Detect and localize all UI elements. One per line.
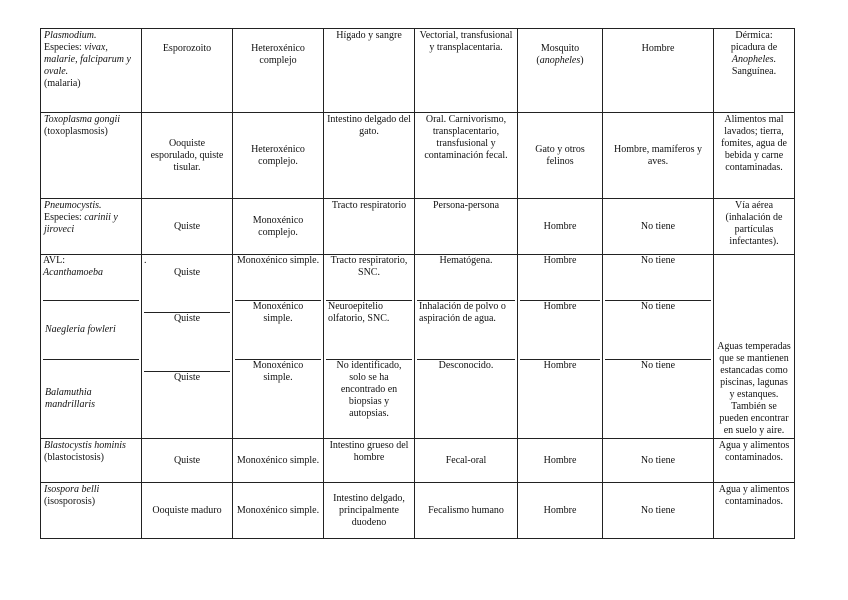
cell-localizacion: Tracto respiratorio (324, 199, 415, 255)
cell-vector: Mosquito (anopheles) (518, 29, 603, 113)
cell-forma: Ooquiste maduro (142, 483, 233, 539)
avl-species-2: Naegleria fowleri (43, 300, 139, 359)
cell-vector: Hombre (518, 483, 603, 539)
cell-transmision: Persona-persona (415, 199, 518, 255)
cell-transmision: Vectorial, transfusional y transplacentaria. (415, 29, 518, 113)
cell-forma: Ooquiste esporulado, quiste tisular. (142, 113, 233, 199)
avl-species-1: AVL: Acanthamoeba (43, 255, 103, 278)
cell-organism: Isospora belli (isosporosis) (41, 483, 142, 539)
cell-forma: Quiste (142, 439, 233, 483)
cell-vector: Hombre (518, 439, 603, 483)
cell-huesped: No tiene No tiene No tiene (603, 255, 714, 439)
cell-ciclo: Monoxénico simple. (233, 439, 324, 483)
table-row-avl (41, 255, 795, 439)
cell-organism (41, 255, 142, 439)
cell-organism: Plasmodium. Especies: vivax, malarie, falciparum y ovale. (malaria) (41, 29, 142, 113)
table-row (41, 483, 795, 539)
cell-forma: . Quiste Quiste Quiste (142, 255, 233, 439)
cell-huesped: No tiene (603, 483, 714, 539)
cell-localizacion: Hígado y sangre (324, 29, 415, 113)
cell-organism: Toxoplasma gongii (toxoplasmosis) (41, 113, 142, 199)
table-row (41, 29, 795, 113)
cell-huesped: Hombre, mamíferos y aves. (603, 113, 714, 199)
cell-localizacion: Intestino grueso del hombre (324, 439, 415, 483)
avl-species-3: Balamuthia mandrillaris (43, 359, 139, 437)
cell-localizacion: Intestino delgado del gato. (324, 113, 415, 199)
table-row (41, 199, 795, 255)
cell-vector: Hombre Hombre Hombre (518, 255, 603, 439)
cell-transmision: Fecal-oral (415, 439, 518, 483)
cell-fuente: Agua y alimentos contaminados. (714, 483, 795, 539)
table-row (41, 113, 795, 199)
cell-huesped: Hombre (603, 29, 714, 113)
cell-fuente: Vía aérea (inhalación de partículas infectantes). (714, 199, 795, 255)
cell-huesped: No tiene (603, 439, 714, 483)
cell-ciclo: Heteroxénico complejo (233, 29, 324, 113)
parasite-table (40, 28, 795, 539)
cell-organism: Blastocystis hominis (blastocistosis) (41, 439, 142, 483)
cell-transmision: Hematógena. Inhalación de polvo o aspiración de agua. Desconocido. (415, 255, 518, 439)
cell-transmision: Fecalismo humano (415, 483, 518, 539)
cell-vector: Hombre (518, 199, 603, 255)
cell-transmision: Oral. Carnivorismo, transplacentario, transfusional y contaminación fecal. (415, 113, 518, 199)
cell-organism: Pneumocystis. Especies: carinii y jiroveci (41, 199, 142, 255)
cell-vector: Gato y otros felinos (518, 113, 603, 199)
cell-fuente: Agua y alimentos contaminados. (714, 439, 795, 483)
cell-ciclo: Monoxénico simple. (233, 483, 324, 539)
cell-fuente: Dérmica: picadura de Anopheles. Sanguínea. (714, 29, 795, 113)
cell-ciclo: Heteroxénico complejo. (233, 113, 324, 199)
cell-forma: Esporozoito (142, 29, 233, 113)
cell-localizacion: Tracto respiratorio, SNC. Neuroepitelio olfatorio, SNC. No identificado, solo se ha encontrado en biopsias y autopsias. (324, 255, 415, 439)
table-row (41, 439, 795, 483)
cell-forma: Quiste (142, 199, 233, 255)
cell-fuente: Aguas temperadas que se mantienen estancadas como piscinas, lagunas y estanques. También se pueden encontrar en suelo y aire. (714, 255, 795, 439)
cell-ciclo: Monoxénico simple. Monoxénico simple. Monoxénico simple. (233, 255, 324, 439)
cell-fuente: Alimentos mal lavados; tierra, fomites, agua de bebida y carne contaminadas. (714, 113, 795, 199)
cell-ciclo: Monoxénico complejo. (233, 199, 324, 255)
cell-localizacion: Intestino delgado, principalmente duodeno (324, 483, 415, 539)
cell-huesped: No tiene (603, 199, 714, 255)
stray-mark: . (144, 255, 147, 266)
